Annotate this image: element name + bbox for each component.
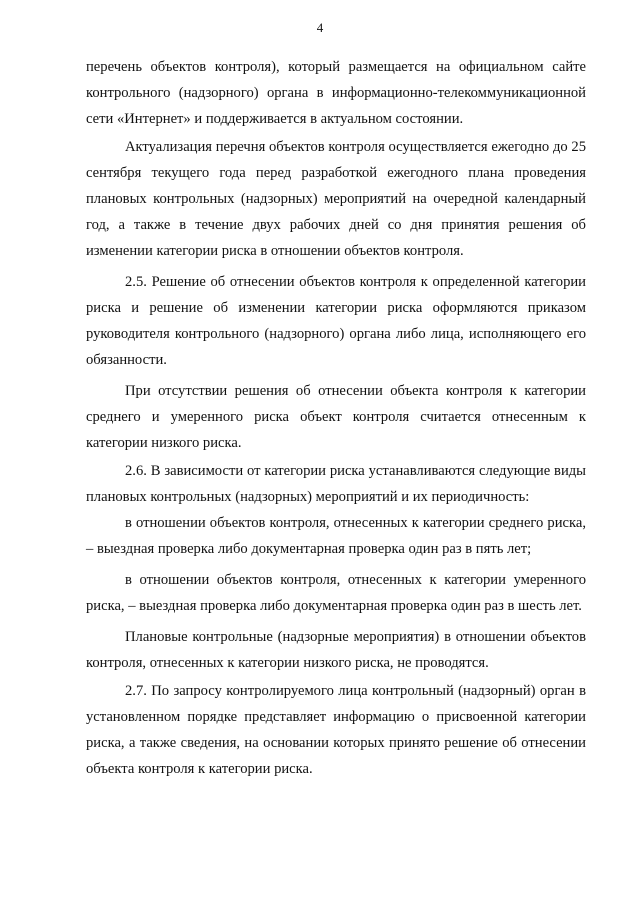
- paragraph-2-5: 2.5. Решение об отнесении объектов контроля к определенной категории риска и решение об изменении категории риска оформляются приказом руководителя контрольного (надзорного) органа либо лица, исполняющего его обязанности.: [86, 274, 586, 368]
- paragraph-list-update: Актуализация перечня объектов контроля осуществляется ежегодно до 25 сентября текущего года перед разработкой ежегодного плана проведения плановых контрольных (надзорных) мероприятий на очередной календарный год, а также в течение двух рабочих дней со дня принятия решения об изменении категории риска в отношении объектов контроля.: [86, 139, 586, 259]
- paragraph-2-6: 2.6. В зависимости от категории риска устанавливаются следующие виды плановых контрольных (надзорных) мероприятий и их периодичность:: [86, 463, 586, 505]
- paragraph-medium-risk: в отношении объектов контроля, отнесенных к категории среднего риска, – выездная проверка либо документарная проверка один раз в пять лет;: [86, 515, 586, 557]
- paragraph-2-7: 2.7. По запросу контролируемого лица контрольный (надзорный) орган в установленном порядке представляет информацию о присвоенной категории риска, а также сведения, на основании которых принято решение об отнесении объекта контроля к категории риска.: [86, 683, 586, 777]
- paragraph-moderate-risk: в отношении объектов контроля, отнесенных к категории умеренного риска, – выездная проверка либо документарная проверка один раз в шесть лет.: [86, 572, 586, 614]
- paragraph-objects-list-continuation: перечень объектов контроля), который размещается на официальном сайте контрольного (надзорного) органа в информационно-телекоммуникационной сети «Интернет» и поддерживается в актуальном состоянии.: [86, 59, 586, 127]
- page-number: 4: [316, 20, 324, 35]
- document-body: [86, 54, 586, 782]
- paragraph-no-decision: При отсутствии решения об отнесении объекта контроля к категории среднего и умеренного риска объект контроля считается отнесенным к категории низкого риска.: [86, 383, 586, 451]
- paragraph-low-risk: Плановые контрольные (надзорные мероприятия) в отношении объектов контроля, отнесенных к категории низкого риска, не проводятся.: [86, 629, 586, 671]
